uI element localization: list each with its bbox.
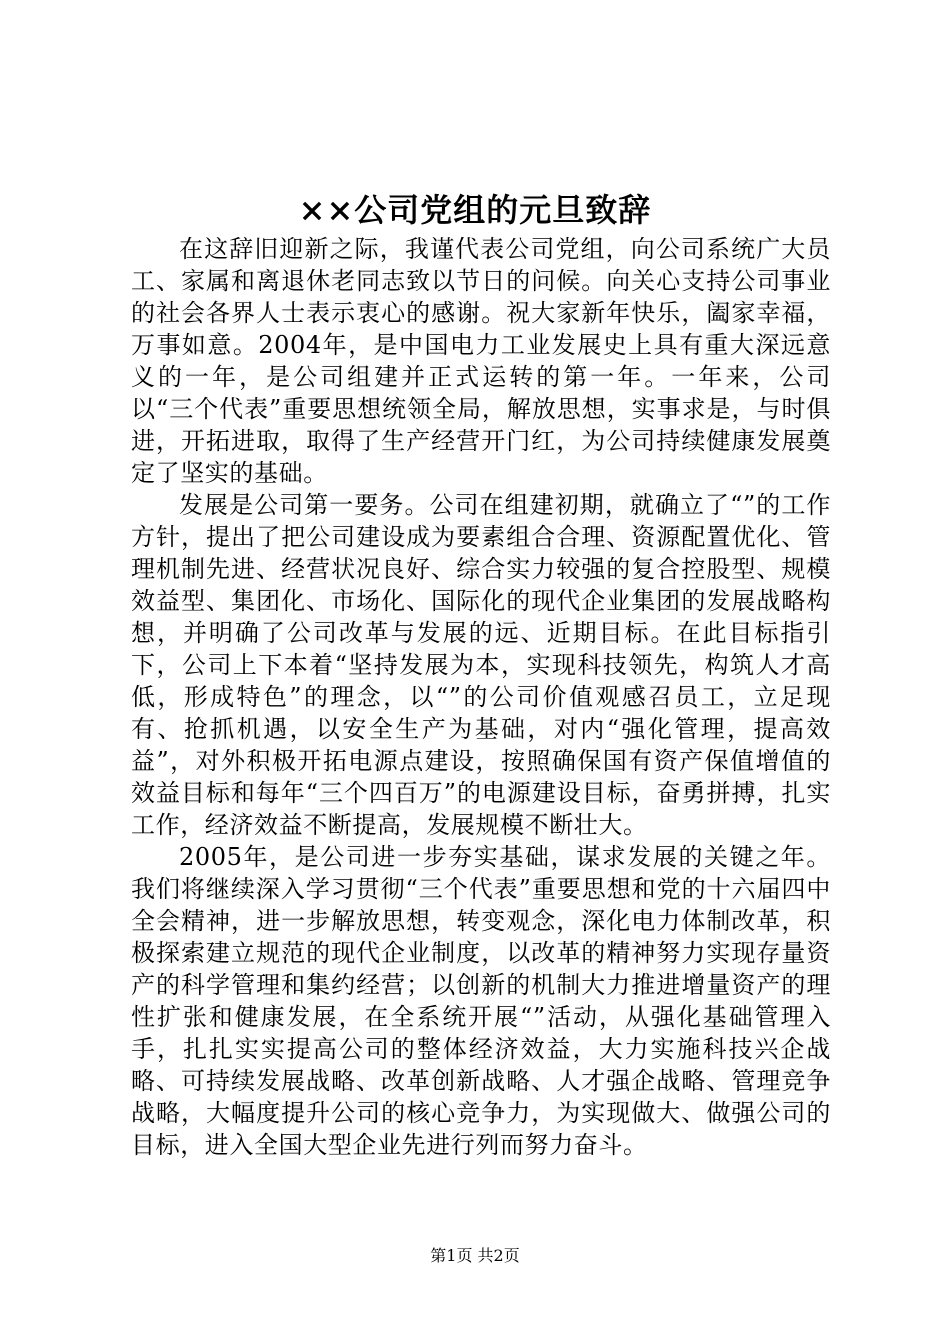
page-title: ××公司党组的元旦致辞 — [298, 191, 652, 229]
paragraph-2: 发展是公司第一要务。公司在组建初期，就确立了“”的工作方针，提出了把公司建设成为要素组合合理、资源配置优化、管理机制先进、经营状况良好、综合实力较强的复合控股型、规模效益型、集团化、市场化、国际化的现代企业集团的发展战略构想，并明确了公司改革与发展的远、近期目标。在此目标指引下，公司上下本着“坚持发展为本，实现科技领先，构筑人才高低，形成特色”的理念，以“”的公司价值观感召员工，立足现有、抢抓机遇，以安全生产为基础，对内“强化管理，提高效益”，对外积极开拓电源点建设，按照确保国有资产保值增值的效益目标和每年“三个四百万”的电源建设目标，奋勇拼搏，扎实工作，经济效益不断提高，发展规模不断壮大。 — [131, 491, 831, 839]
paragraph-1: 在这辞旧迎新之际，我谨代表公司党组，向公司系统广大员工、家属和离退休老同志致以节日的问候。向关心支持公司事业的社会各界人士表示衷心的感谢。祝大家新年快乐，阖家幸福，万事如意。2004年，是中国电力工业发展史上具有重大深远意义的一年，是公司组建并正式运转的第一年。一年来，公司以“三个代表”重要思想统领全局，解放思想，实事求是，与时俱进，开拓进取，取得了生产经营开门红，为公司持续健康发展奠定了坚实的基础。 — [131, 235, 831, 487]
document-body — [131, 233, 831, 1161]
paragraph-3: 2005年，是公司进一步夯实基础，谋求发展的关键之年。我们将继续深入学习贯彻“三个代表”重要思想和党的十六届四中全会精神，进一步解放思想，转变观念，深化电力体制改革，积极探索建立规范的现代企业制度，以改革的精神努力实现存量资产的科学管理和集约经营；以创新的机制大力推进增量资产的理性扩张和健康发展，在全系统开展“”活动，从强化基础管理入手，扎扎实实提高公司的整体经济效益，大力实施科技兴企战略、可持续发展战略、改革创新战略、人才强企战略、管理竞争战略，大幅度提升公司的核心竞争力，为实现做大、做强公司的目标，进入全国大型企业先进行列而努力奋斗。 — [131, 843, 831, 1159]
page-number-footer: 第1页 共2页 — [430, 1246, 520, 1265]
